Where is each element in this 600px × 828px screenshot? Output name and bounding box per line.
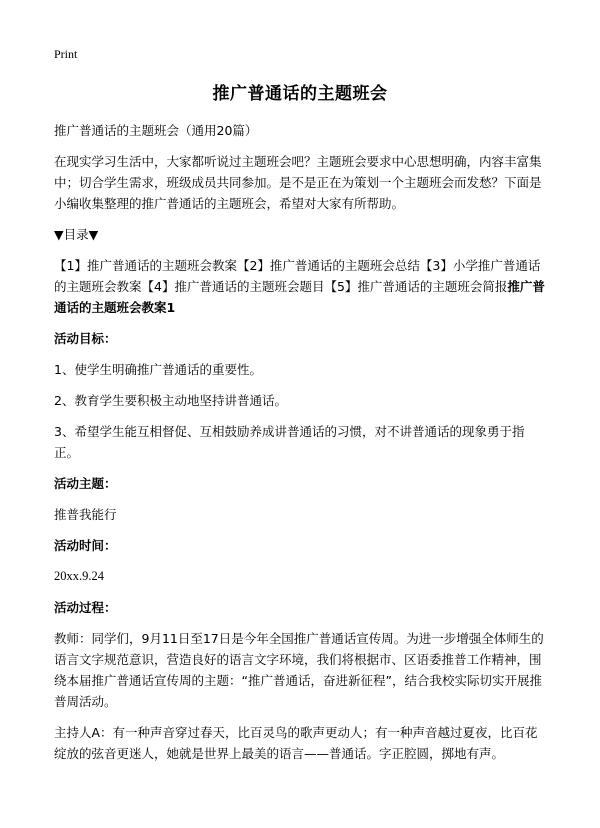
goals-heading: 活动目标： xyxy=(54,331,117,346)
host-paragraph: 主持人A：有一种声音穿过春天，比百灵鸟的歌声更动人；有一种声音越过夏夜，比百花绽放的弦音更迷人，她就是世界上最美的语言——普通话。字正腔圆，掷地有声。 xyxy=(54,725,538,761)
goal-item: 2、教育学生要积极主动地坚持讲普通话。 xyxy=(54,393,287,408)
teacher-paragraph: 教师：同学们，9月11日至17日是今年全国推广普通话宣传周。为进一步增强全体师生的语言文字规范意识，营造良好的语言文字环境，我们将根据市、区语委推普工作精神，围绕本届推广普通话宣传周的主题：“推广普通话，奋进新征程”，结合我校实际切实开展推普周活动。 xyxy=(54,631,544,709)
process-heading: 活动过程： xyxy=(54,600,117,615)
print-link[interactable]: Print xyxy=(54,47,78,61)
document-subtitle: 推广普通话的主题班会（通用20篇） xyxy=(54,123,258,138)
toc-paragraph xyxy=(54,255,546,318)
toc-label[interactable]: ▼目录▼ xyxy=(54,227,99,242)
page-title: 推广普通话的主题班会 xyxy=(212,84,388,104)
intro-paragraph: 在现实学习生活中，大家都听说过主题班会吧？主题班会要求中心思想明确，内容丰富集中；切合学生需求，班级成员共同参加。是不是正在为策划一个主题班会而发愁？下面是小编收集整理的推广普通话的主题班会，希望对大家有所帮助。 xyxy=(54,154,542,211)
section-title: 推广普通话的主题班会教案1 xyxy=(54,279,545,315)
theme-heading: 活动主题： xyxy=(54,476,117,491)
theme-text: 推普我能行 xyxy=(54,507,117,522)
document-body xyxy=(54,120,546,774)
time-text: 20xx.9.24 xyxy=(54,569,104,583)
time-heading: 活动时间： xyxy=(54,538,117,553)
goal-item: 3、希望学生能互相督促、互相鼓励养成讲普通话的习惯，对不讲普通话的现象勇于指正。 xyxy=(54,424,525,460)
toc-links[interactable]: 【1】推广普通话的主题班会教案【2】推广普通话的主题班会总结【3】小学推广普通话的主题班会教案【4】推广普通话的主题班会题目【5】推广普通话的主题班会简报 xyxy=(54,258,541,294)
goal-item: 1、使学生明确推广普通话的重要性。 xyxy=(54,362,262,377)
